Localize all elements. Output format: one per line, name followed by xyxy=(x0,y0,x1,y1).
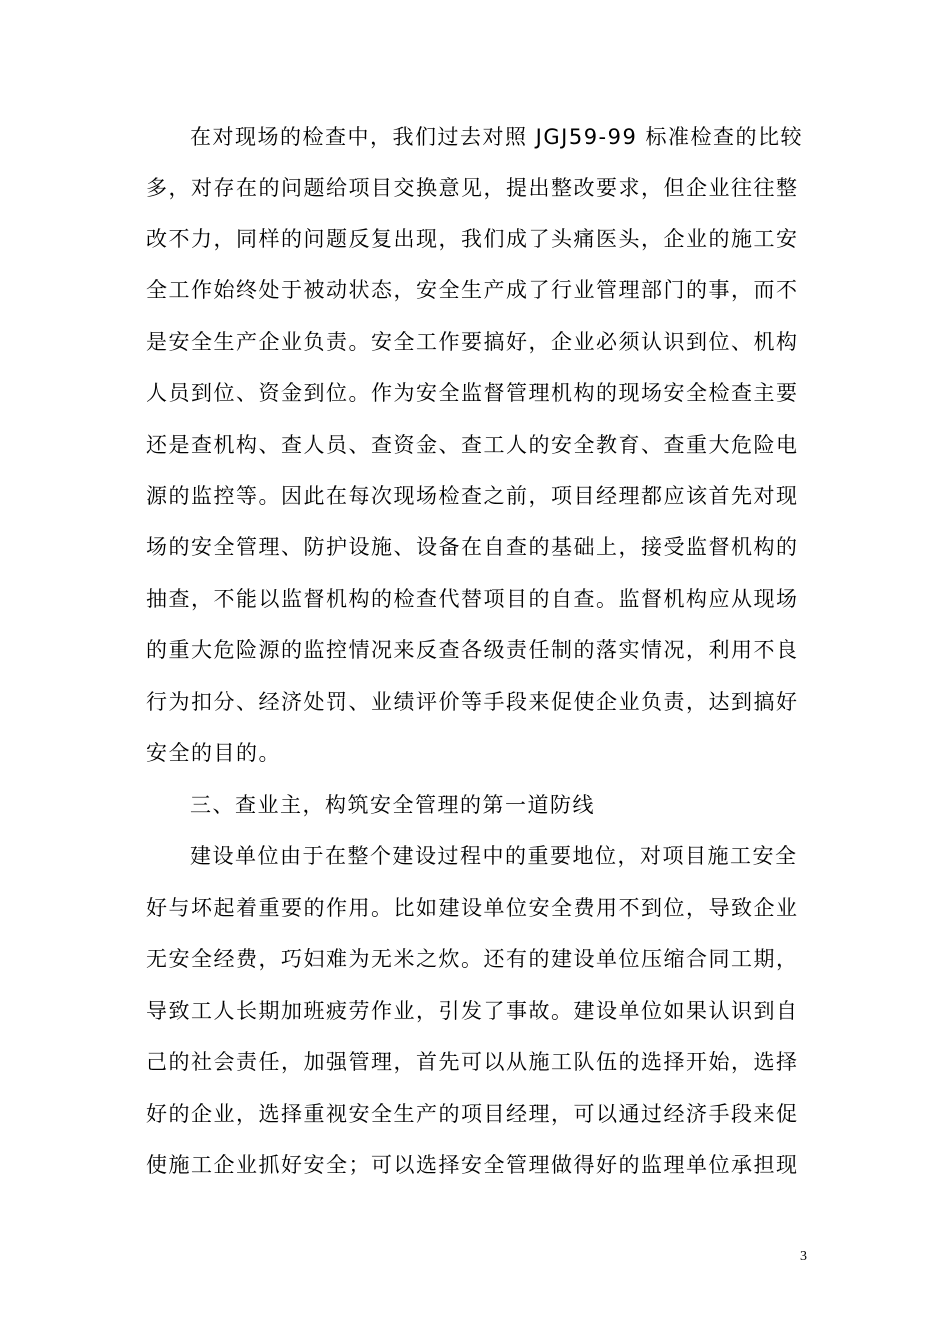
page-number: 3 xyxy=(800,1249,807,1264)
paragraph-1-line-7: 还是查机构、查人员、查资金、查工人的安全教育、查重大危险电 xyxy=(146,433,799,457)
paragraph-1-line-11: 的重大危险源的监控情况来反查各级责任制的落实情况，利用不良 xyxy=(146,638,799,662)
paragraph-2-line-3: 无安全经费，巧妇难为无米之炊。还有的建设单位压缩合同工期， xyxy=(146,947,799,971)
paragraph-1-line-3: 改不力，同样的问题反复出现，我们成了头痛医头，企业的施工安 xyxy=(146,227,799,251)
paragraph-2-line-5: 己的社会责任，加强管理，首先可以从施工队伍的选择开始，选择 xyxy=(146,1050,799,1074)
paragraph-1-line-1: 在对现场的检查中，我们过去对照 JGJ59-99 标准检查的比较 xyxy=(190,125,804,149)
paragraph-1-line-5: 是安全生产企业负责。安全工作要搞好，企业必须认识到位、机构 xyxy=(146,330,799,354)
paragraph-1-line-2: 多，对存在的问题给项目交换意见，提出整改要求，但企业往往整 xyxy=(146,176,799,200)
paragraph-2-line-1: 建设单位由于在整个建设过程中的重要地位，对项目施工安全 xyxy=(190,844,798,868)
paragraph-1-line-10: 抽查，不能以监督机构的检查代替项目的自查。监督机构应从现场 xyxy=(146,587,799,611)
paragraph-2-line-4: 导致工人长期加班疲劳作业，引发了事故。建设单位如果认识到自 xyxy=(146,999,799,1023)
paragraph-1-line-8: 源的监控等。因此在每次现场检查之前，项目经理都应该首先对现 xyxy=(146,484,799,508)
paragraph-1-line-4: 全工作始终处于被动状态，安全生产成了行业管理部门的事，而不 xyxy=(146,278,799,302)
paragraph-1-line-9: 场的安全管理、防护设施、设备在自查的基础上，接受监督机构的 xyxy=(146,535,799,559)
section-heading: 三、查业主，构筑安全管理的第一道防线 xyxy=(190,793,595,817)
paragraph-2-line-2: 好与坏起着重要的作用。比如建设单位安全费用不到位，导致企业 xyxy=(146,896,799,920)
paragraph-2-line-6: 好的企业，选择重视安全生产的项目经理，可以通过经济手段来促 xyxy=(146,1102,799,1126)
paragraph-1-line-6: 人员到位、资金到位。作为安全监督管理机构的现场安全检查主要 xyxy=(146,381,799,405)
paragraph-1-line-13: 安全的目的。 xyxy=(146,741,281,765)
paragraph-2-line-7: 使施工企业抓好安全；可以选择安全管理做得好的监理单位承担现 xyxy=(146,1153,799,1177)
paragraph-1-line-12: 行为扣分、经济处罚、业绩评价等手段来促使企业负责，达到搞好 xyxy=(146,690,799,714)
